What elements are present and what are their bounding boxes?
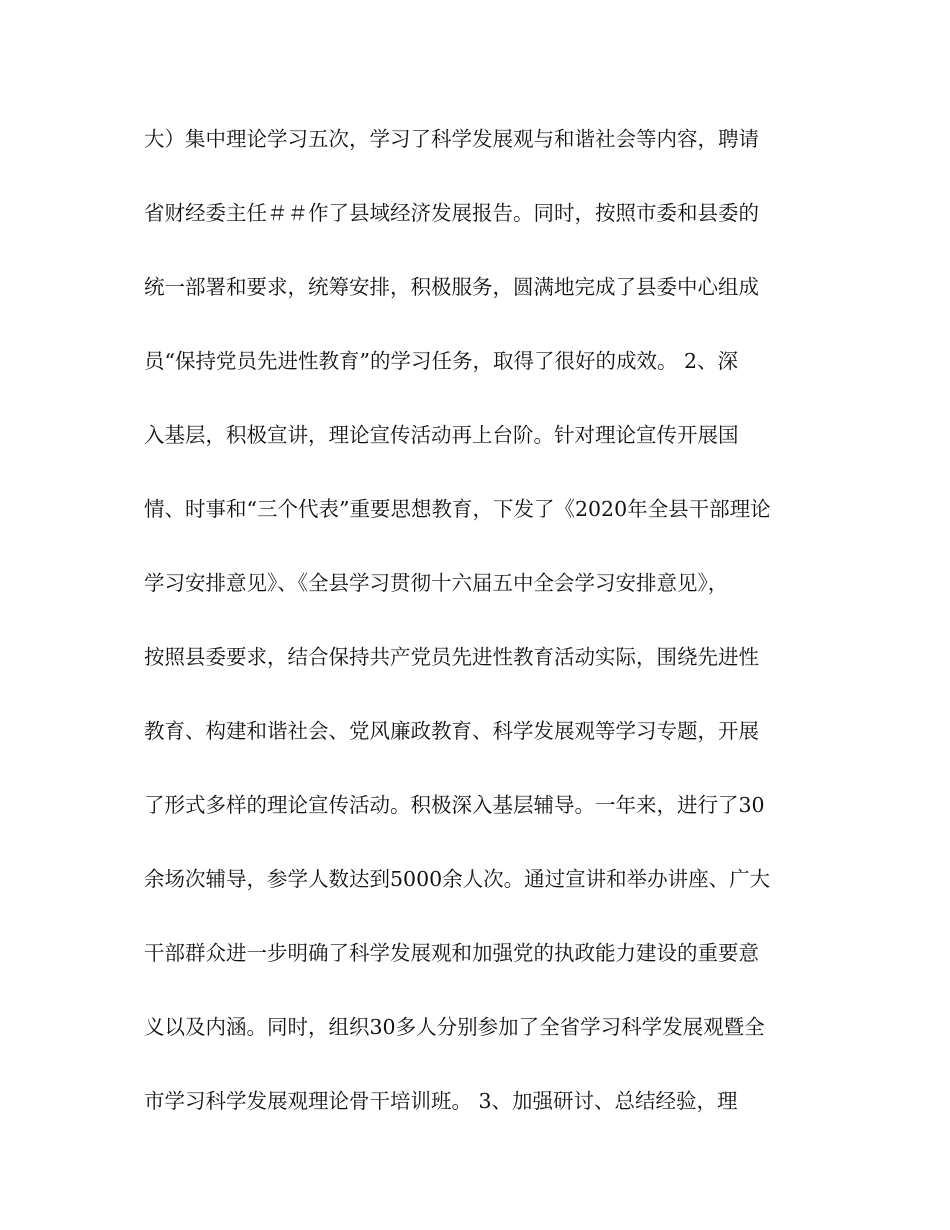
text-line: 统一部署和要求，统筹安排，积极服务，圆满地完成了县委中心组成 [144,275,759,299]
text-line: 员“保持党员先进性教育”的学习任务，取得了很好的成效。 2、深 [144,349,739,373]
text-line: 学习安排意见》、《全县学习贯彻十六届五中全会学习安排意见》， [144,571,729,595]
text-line: 情、时事和“三个代表”重要思想教育，下发了《2020年全县干部理论 [144,497,771,521]
text-line: 了形式多样的理论宣传活动。积极深入基层辅导。一年来，进行了30 [144,793,765,817]
text-line: 入基层，积极宣讲，理论宣传活动再上台阶。针对理论宣传开展国 [144,423,739,447]
text-line: 市学习科学发展观理论骨干培训班。 3、加强研讨、总结经验，理 [144,1089,738,1113]
text-line: 省财经委主任＃＃作了县域经济发展报告。同时，按照市委和县委的 [144,201,759,225]
text-line: 余场次辅导，参学人数达到5000余人次。通过宣讲和举办讲座、广大 [144,867,771,891]
text-line: 按照县委要求，结合保持共产党员先进性教育活动实际，围绕先进性 [144,645,759,669]
text-line: 义以及内涵。同时，组织30多人分别参加了全省学习科学发展观暨全 [144,1015,765,1039]
text-line: 大）集中理论学习五次，学习了科学发展观与和谐社会等内容，聘请 [144,127,759,151]
text-line: 干部群众进一步明确了科学发展观和加强党的执政能力建设的重要意 [144,941,759,965]
text-line: 教育、构建和谐社会、党风廉政教育、科学发展观等学习专题，开展 [144,719,759,743]
